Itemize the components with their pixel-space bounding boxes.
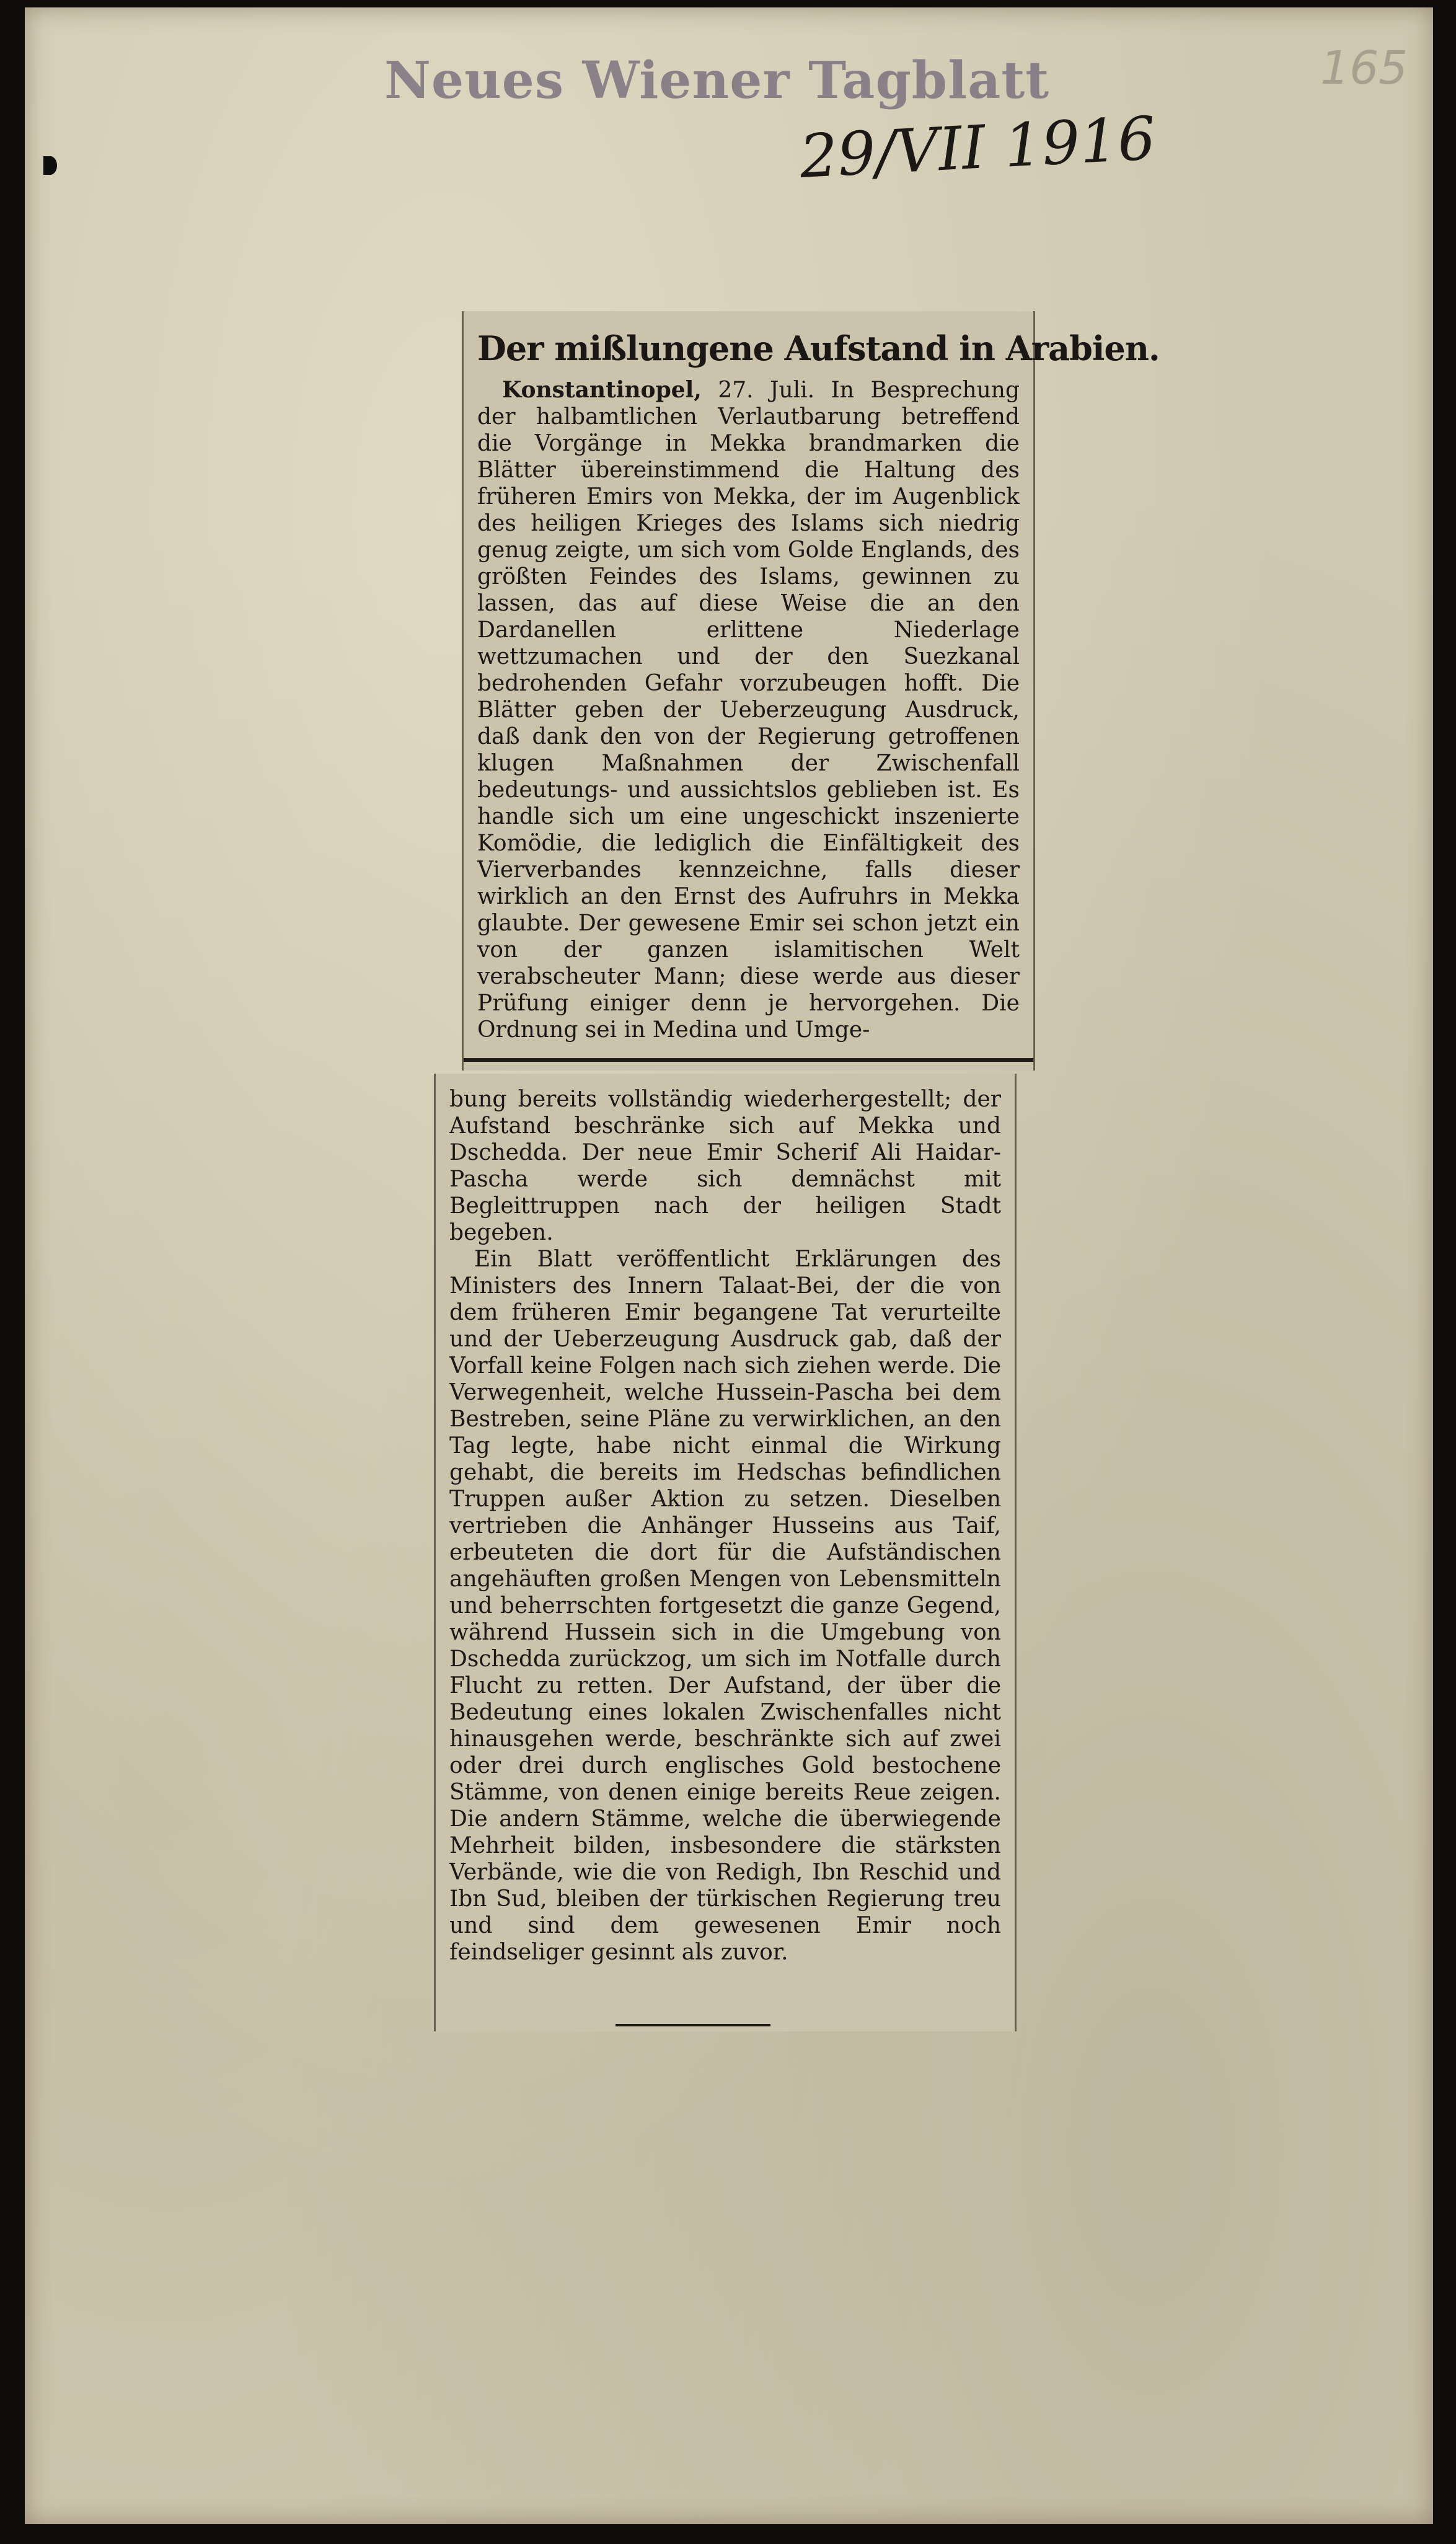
column-rule bbox=[464, 1058, 1033, 1062]
torn-edge bbox=[43, 156, 57, 175]
handwritten-date: 29/VII 1916 bbox=[798, 104, 1158, 192]
clipping-part-2 bbox=[434, 1074, 1017, 2031]
newspaper-stamp: Neues Wiener Tagblatt bbox=[384, 51, 1050, 110]
article-text-part-2: bung bereits vollständig wiederhergestellt; der Aufstand beschränke sich auf Mekka und Dschedda. Der neue Emir Scherif Ali Haidar-Pascha werde sich demnächst mit Begleittruppen nach der heiligen Stadt begeben. bbox=[449, 1087, 1001, 1245]
article-paragraph-2: Ein Blatt veröffentlicht Erklärungen des Ministers des Innern Talaat-Bei, der die von dem früheren Emir begangene Tat verurteilte und der Ueberzeugung Ausdruck gab, daß der Vorfall keine Folgen nach sich ziehen werde. Die Verwegenheit, welche Hussein-Pascha bei dem Bestreben, seine Pläne zu verwirklichen, an den Tag legte, habe nicht einmal die Wirkung gehabt, die bereits im Hedschas befindlichen Truppen außer Aktion zu setzen. Dieselben vertrieben die Anhänger Husseins aus Taif, erbeuteten die dort für die Aufständischen angehäuften großen Mengen von Lebensmitteln und beherrschten fortgesetzt die ganze Gegend, während Hussein sich in die Umgebung von Dschedda zurückzog, um sich im Notfalle durch Flucht zu retten. Der Aufstand, der über die Bedeutung eines lokalen Zwischenfalles nicht hinausgehen werde, beschränkte sich auf zwei oder drei durch englisches Gold bestochene Stämme, von denen einige bereits Reue zeigen. Die andern Stämme, welche die überwiegende Mehrheit bilden, insbesondere die stärksten Verbände, wie die von Redigh, Ibn Reschid und Ibn Sud, bleiben der türkischen Regierung treu und sind dem gewesenen Emir noch feindseliger gesinnt als zuvor. bbox=[449, 1247, 1001, 1965]
article-text-part-1: 27. Juli. In Besprechung der halbamtlichen Verlautbarung betreffend die Vorgänge in Mekka brandmarken die Blätter übereinstimmend die Haltung des früheren Emirs von Mekka, der im Augenblick des heiligen Krieges des Islams sich niedrig genug zeigte, um sich vom Golde Englands, des größten Feindes des Islams, gewinnen zu lassen, das auf diese Weise die an den Dardanellen erlittene Niederlage wettzumachen und der den Suezkanal bedrohenden Gefahr vorzubeugen hofft. Die Blätter geben der Ueberzeugung Ausdruck, daß dank den von der Regierung getroffenen klugen Maßnahmen der Zwischenfall bedeutungs- und aussichtslos geblieben ist. Es handle sich um eine ungeschickt inszenierte Komödie, die lediglich die Einfältigkeit des Vierverbandes kennzeichne, falls dieser wirklich an den Ernst des Aufruhrs in Mekka glaubte. Der gewesene Emir sei schon jetzt ein von der ganzen islamitischen Welt verabscheuter Mann; diese werde aus dieser Prüfung einiger denn je hervorgehen. Die Ordnung sei in Medina und Umge- bbox=[477, 378, 1020, 1043]
archive-sheet bbox=[25, 7, 1433, 2524]
folio-number: 165 bbox=[1320, 42, 1408, 95]
article-paragraph-1 bbox=[477, 377, 1020, 1043]
dateline-place: Konstantinopel, bbox=[502, 377, 702, 403]
end-rule bbox=[615, 2024, 770, 2026]
article-headline: Der mißlungene Aufstand in Arabien. bbox=[477, 329, 1160, 368]
clipping-part-1 bbox=[462, 311, 1160, 1071]
